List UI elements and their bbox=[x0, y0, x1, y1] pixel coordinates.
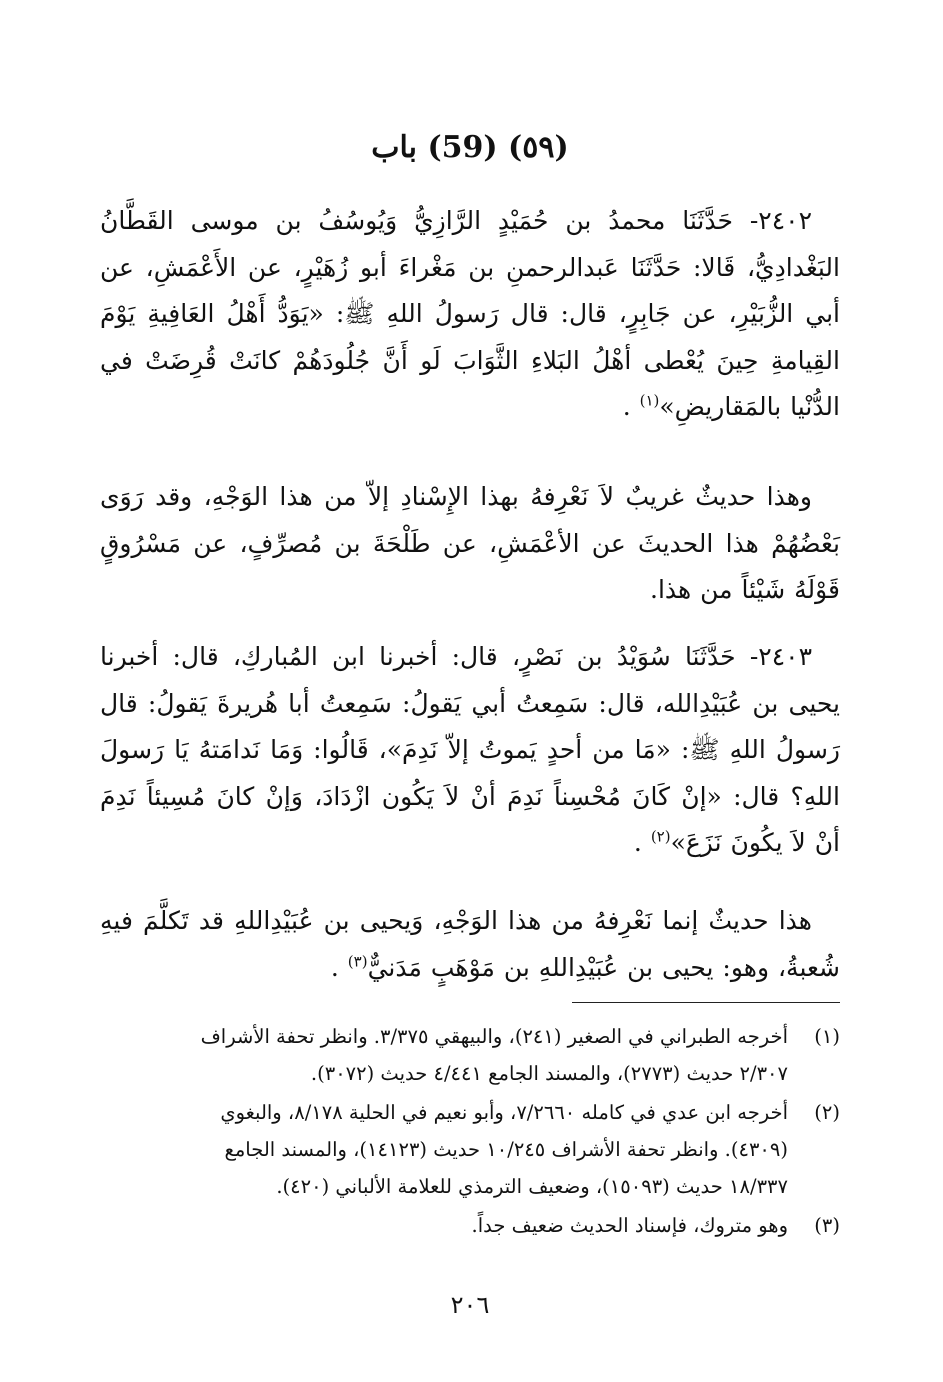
footnote-ref-2[interactable]: (٢) bbox=[650, 827, 671, 846]
hadith-2402-paragraph bbox=[100, 198, 840, 431]
footnote-line: ٢/٣٠٧ حديث (٢٧٧٣)، والمسند الجامع ٤/٤٤١ حديث (٣٠٧٢). bbox=[310, 1062, 788, 1085]
footnote-3 bbox=[100, 1207, 840, 1244]
footnote-2 bbox=[100, 1094, 840, 1205]
hadith-2403-paragraph bbox=[100, 634, 840, 867]
footnote-line: أخرجه ابن عدي في كامله ٧/٢٦٦٠، وأبو نعيم في الحلية ٨/١٧٨، والبغوي bbox=[220, 1101, 788, 1124]
chapter-title: (٥٩) (59) باب bbox=[371, 130, 569, 165]
commentary-paragraph-1 bbox=[100, 474, 840, 614]
paragraph-tail: . bbox=[622, 392, 640, 421]
commentary-paragraph-2 bbox=[100, 898, 840, 991]
footnote-line: ١٨/٣٣٧ حديث (١٥٠٩٣)، وضعيف الترمذي للعلامة الألباني (٤٢٠). bbox=[276, 1175, 788, 1198]
footnote-number: (٣) bbox=[814, 1214, 840, 1237]
paragraph-tail: . bbox=[633, 828, 651, 857]
book-page bbox=[100, 0, 840, 1382]
paragraph-text: ٢٤٠٣- حَدَّثَنَا سُوَيْدُ بن نَصْرٍ، قال: أخبرنا ابن المُباركِ، قال: أخبرنا يحيى بن عُبَيْدِالله، قال: سَمِعتُ أبي يَقولُ: سَمِعتُ أبا هُريرةَ يَقولُ: قال رَسولُ اللهِ ﷺ: «مَا من أحدٍ يَموتُ إلاّ نَدِمَ»، قَالُوا: وَمَا نَدامَتهُ يَا رَسولَ اللهِ؟ قال: «إنْ كَانَ مُحْسِناً نَدِمَ أنْ لاَ يَكُون ازْدَادَ، وَإنْ كانَ مُسِيئاً نَدِمَ أنْ لاَ يكُونَ نَزَعَ» bbox=[100, 642, 840, 857]
footnote-line: (٤٣٠٩). وانظر تحفة الأشراف ١٠/٢٤٥ حديث (١٤١٢٣)، والمسند الجامع bbox=[224, 1138, 788, 1161]
paragraph-tail: . bbox=[330, 952, 348, 982]
paragraph-text: هذا حديثٌ إنما نَعْرِفهُ من هذا الوَجْهِ، وَيحيى بن عُبَيْدِاللهِ قد تَكلَّمَ فيهِ شُعبةُ، وهو: يحيى بن عُبَيْدِاللهِ بن مَوْهَبٍ مَدَنيٌّ bbox=[100, 906, 840, 982]
footnote-separator bbox=[572, 1002, 840, 1003]
page-number: ٢٠٦ bbox=[450, 1291, 490, 1319]
footnote-number: (٢) bbox=[814, 1101, 840, 1124]
footnote-line: وهو متروك، فإسناد الحديث ضعيف جداً. bbox=[471, 1214, 788, 1237]
footnotes-section bbox=[100, 1018, 840, 1246]
footnote-1 bbox=[100, 1018, 840, 1092]
footnote-ref-1[interactable]: (١) bbox=[639, 391, 660, 410]
paragraph-text: وهذا حديثٌ غريبٌ لاَ نَعْرِفهُ بهذا الإِسْنادِ إلاّ من هذا الوَجْهِ، وقد رَوَى بَعْضُهُمْ هذا الحديثَ عن الأعْمَشِ، عن طَلْحَةَ بن مُصرِّفٍ، عن مَسْرُوقٍ قَوْلَهُ شَيْئاً من هذا. bbox=[100, 482, 840, 604]
paragraph-text: ٢٤٠٢- حَدَّثَنَا محمدُ بن حُمَيْدٍ الرَّازِيُّ وَيُوسُفُ بن موسى القَطَّانُ البَغْدادِيُّ، قَالا: حَدَّثَنَا عَبدالرحمنِ بن مَغْراءَ أبو زُهَيْرٍ، عن الأَعْمَشِ، عن أبي الزُّبَيْرِ، عن جَابِرٍ، قال: قال رَسولُ اللهِ ﷺ: «يَوَدُّ أَهْلُ العَافِيةِ يَوْمَ القِيامةِ حِينَ يُعْطى أهْلُ البَلاءِ الثَّوَابَ لَو أَنَّ جُلُودَهُمْ كانَتْ قُرِضَتْ في الدُّنْيا بالمَقاريضِ» bbox=[100, 206, 840, 421]
footnote-line: أخرجه الطبراني في الصغير (٢٤١)، والبيهقي ٣/٣٧٥. وانظر تحفة الأشراف bbox=[200, 1025, 788, 1048]
footnote-number: (١) bbox=[814, 1025, 840, 1048]
footnote-ref-3[interactable]: (٣) bbox=[347, 952, 368, 971]
